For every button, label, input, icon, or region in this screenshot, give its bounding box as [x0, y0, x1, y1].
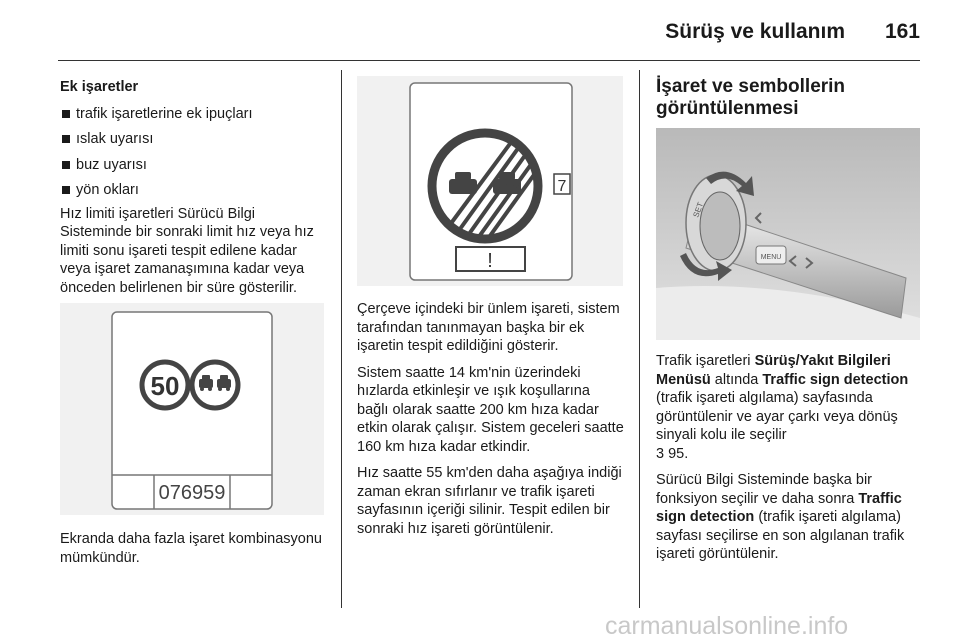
figure-end-no-overtaking — [357, 76, 623, 286]
no-overtaking-sign-icon — [192, 362, 238, 408]
text-span: Sürücü Bilgi Sisteminde başka bir fonksiyon seçilir ve daha sonra — [656, 472, 872, 507]
page-name-bold: Traffic sign detection — [762, 371, 909, 388]
list-item: trafik işaretlerine ek ipuçları — [60, 105, 325, 124]
paragraph-reset: Hız saatte 55 km'den daha aşağıya indiği zaman ekran sıfırlanır ve trafik işareti sayfasının içeriği silinir. Tespit edilen bir sonraki hız işareti görüntülenir. — [357, 465, 622, 537]
page-reference: 3 95. — [656, 445, 689, 462]
text-span: Trafik işaretleri — [656, 353, 755, 369]
end-of-no-overtaking-sign-icon — [432, 133, 538, 240]
speed-limit-value: 50 — [150, 371, 180, 401]
page-name-bold: Traffic sign detection — [656, 490, 902, 525]
column-3 — [656, 76, 924, 128]
list-item: ıslak uyarısı — [60, 130, 325, 149]
page-number: 161 — [884, 20, 920, 43]
text-span: (trafik işareti algılama) sayfası seçilirse en son algılanan trafik işareti görüntülenir. — [656, 509, 905, 562]
paragraph-speed-limit: Hız limiti işaretleri Sürücü Bilgi Sisteminde bir sonraki limit hız veya hız limiti sonu işareti tespit edilene kadar veya işaret zamanaşımına kadar veya önceden belirlenen bir süre gösterilir. — [60, 205, 314, 296]
column-divider-2 — [639, 70, 640, 608]
column-divider-1 — [341, 70, 342, 608]
lever-set-label: SET — [691, 200, 706, 219]
list-item: yön okları — [60, 181, 325, 200]
watermark: carmanualsonline.info — [605, 612, 849, 640]
column-2 — [357, 300, 625, 546]
text-span: (trafik işareti algılama) sayfasında görüntülenir ve ayar çarkı veya dönüş sinyali kolu ile seçilir — [656, 390, 898, 443]
figure-turn-signal-lever — [656, 128, 920, 340]
page-header-title: Sürüş ve kullanım — [665, 20, 845, 43]
odometer-code: 076959 — [158, 482, 226, 504]
section-title: İşaret ve sembollerin görüntülenmesi — [656, 76, 846, 119]
list-item: buz uyarısı — [60, 156, 325, 175]
menu-name-bold: Sürüş/Yakıt Bilgileri Menüsü — [656, 353, 891, 388]
paragraph-last-sign — [656, 471, 924, 564]
figure-sign-display — [60, 303, 324, 515]
subhead-ek-isaretler: Ek işaretler — [60, 79, 139, 95]
text-span: altında — [710, 371, 763, 388]
column-3-text — [656, 352, 924, 572]
column-1 — [60, 78, 325, 305]
speed-limit-sign-icon — [142, 362, 188, 408]
paragraph-activation: Sistem saatte 14 km'nin üzerindeki hızlarda etkinleşir ve ışık koşullarına bağlı olarak saatte 200 km hıza kadar etkin olarak çalışır. Sistem geceleri saatte 160 km hıza kadar etkindir. — [357, 364, 624, 455]
figure-caption-block — [60, 530, 325, 575]
paragraph-display — [656, 352, 924, 463]
header-rule — [58, 60, 920, 61]
figure-caption: Ekranda daha fazla işaret kombinasyonu mümkündür. — [60, 531, 322, 566]
paragraph-exclamation: Çerçeve içindeki bir ünlem işareti, sistem tarafından tanınmayan başka bir ek işaretin tespit edildiğini gösterir. — [357, 301, 620, 354]
exclamation-mark: ! — [487, 250, 493, 272]
small-sign-label: 7 — [557, 178, 567, 195]
lever-menu-label: MENU — [760, 254, 782, 261]
bullet-list — [60, 105, 325, 200]
